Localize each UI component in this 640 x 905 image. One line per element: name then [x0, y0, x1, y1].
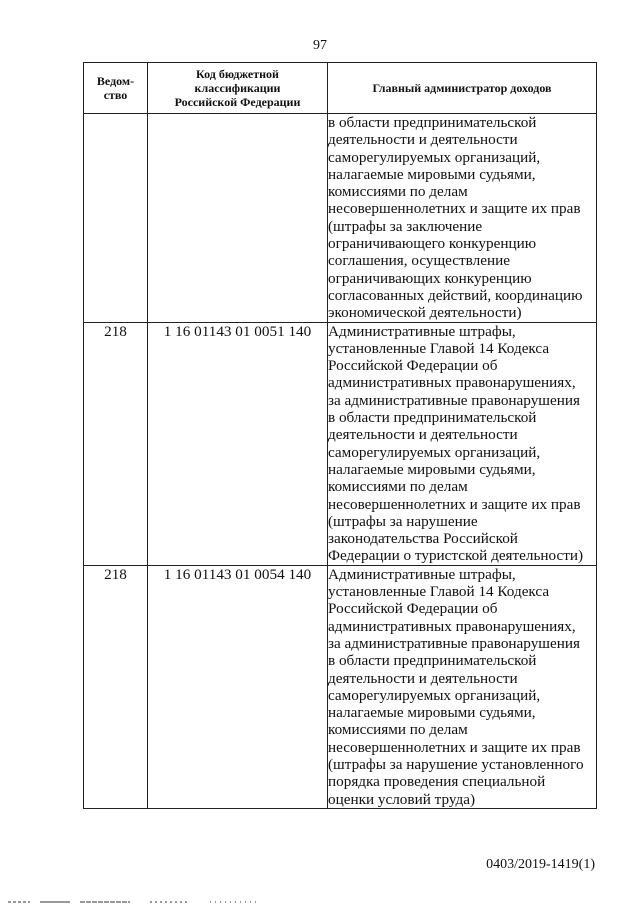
- header-line: Главный администратор доходов: [372, 81, 552, 95]
- description-line: соглашения, осуществление: [328, 252, 510, 270]
- administrator-description-cell: [328, 565, 597, 808]
- document-number: 0403/2019-1419(1): [486, 857, 595, 872]
- description-line: несовершеннолетних и защите их прав: [328, 200, 581, 218]
- description-line: налагаемые мировыми судьями,: [328, 460, 536, 478]
- header-administrator: [328, 63, 597, 114]
- description-line: саморегулируемых организаций,: [328, 686, 541, 704]
- description-line: саморегулируемых организаций,: [328, 443, 541, 461]
- description-line: деятельности и деятельности: [328, 131, 518, 149]
- description-line: экономической деятельности): [328, 304, 522, 322]
- description-line: Федерации о туристской деятельности): [328, 547, 584, 565]
- header-line: Ведом-: [96, 74, 135, 88]
- description-line: за административные правонарушения: [328, 634, 580, 652]
- header-line: классификации: [194, 81, 281, 95]
- description-line: комиссиями по делам: [328, 183, 468, 201]
- description-line: деятельности и деятельности: [328, 426, 518, 444]
- description-line: комиссиями по делам: [328, 721, 468, 739]
- description-line: налагаемые мировыми судьями,: [328, 704, 536, 722]
- table-row: [84, 322, 597, 565]
- description-line: комиссиями по делам: [328, 478, 468, 496]
- description-line: (штрафы за заключение: [328, 217, 483, 235]
- description-line: несовершеннолетних и защите их прав: [328, 738, 581, 756]
- page-number: 97: [313, 38, 327, 53]
- description-line: законодательства Российской: [328, 530, 518, 548]
- description-line: саморегулируемых организаций,: [328, 148, 541, 166]
- description-line: налагаемые мировыми судьями,: [328, 165, 536, 183]
- scan-edge-marks: [0, 899, 640, 905]
- description-line: Административные штрафы,: [328, 565, 516, 583]
- description-line: ограничивающего конкуренцию: [328, 235, 537, 253]
- budget-code-cell: 1 16 01143 01 0054 140: [148, 565, 328, 808]
- description-line: деятельности и деятельности: [328, 669, 518, 687]
- description-line: в области предпринимательской: [328, 409, 537, 427]
- revenue-classification-table: [83, 62, 597, 809]
- description-line: (штрафы за нарушение установленного: [328, 755, 584, 773]
- agency-code-cell: [84, 114, 148, 323]
- header-agency: [84, 63, 148, 114]
- description-line: административных правонарушениях,: [328, 617, 576, 635]
- description-line: (штрафы за нарушение: [328, 512, 478, 530]
- budget-code-cell: 1 16 01143 01 0051 140: [148, 322, 328, 565]
- description-line: в области предпринимательской: [328, 114, 537, 131]
- administrator-description-cell: [328, 322, 597, 565]
- header-line: Российской Федерации: [174, 95, 301, 109]
- agency-code-cell: 218: [84, 565, 148, 808]
- table-body: [84, 114, 597, 809]
- description-line: Административные штрафы,: [328, 322, 516, 340]
- description-line: установленные Главой 14 Кодекса: [328, 583, 550, 601]
- description-line: установленные Главой 14 Кодекса: [328, 339, 550, 357]
- agency-code-cell: 218: [84, 322, 148, 565]
- header-code: [148, 63, 328, 114]
- table-header-row: [84, 63, 597, 114]
- header-line: Код бюджетной: [196, 67, 279, 81]
- description-line: Российской Федерации об: [328, 357, 498, 375]
- description-line: за административные правонарушения: [328, 391, 580, 409]
- table-row: [84, 565, 597, 808]
- header-line: ство: [103, 88, 128, 102]
- table-row: [84, 114, 597, 323]
- description-line: административных правонарушениях,: [328, 374, 576, 392]
- description-line: порядка проведения специальной: [328, 773, 546, 791]
- description-line: Российской Федерации об: [328, 600, 498, 618]
- description-line: согласованных действий, координацию: [328, 286, 583, 304]
- administrator-description-cell: [328, 114, 597, 323]
- description-line: несовершеннолетних и защите их прав: [328, 495, 581, 513]
- description-line: в области предпринимательской: [328, 652, 537, 670]
- budget-code-cell: [148, 114, 328, 323]
- description-line: оценки условий труда): [328, 790, 476, 808]
- description-line: ограничивающих конкуренцию: [328, 269, 532, 287]
